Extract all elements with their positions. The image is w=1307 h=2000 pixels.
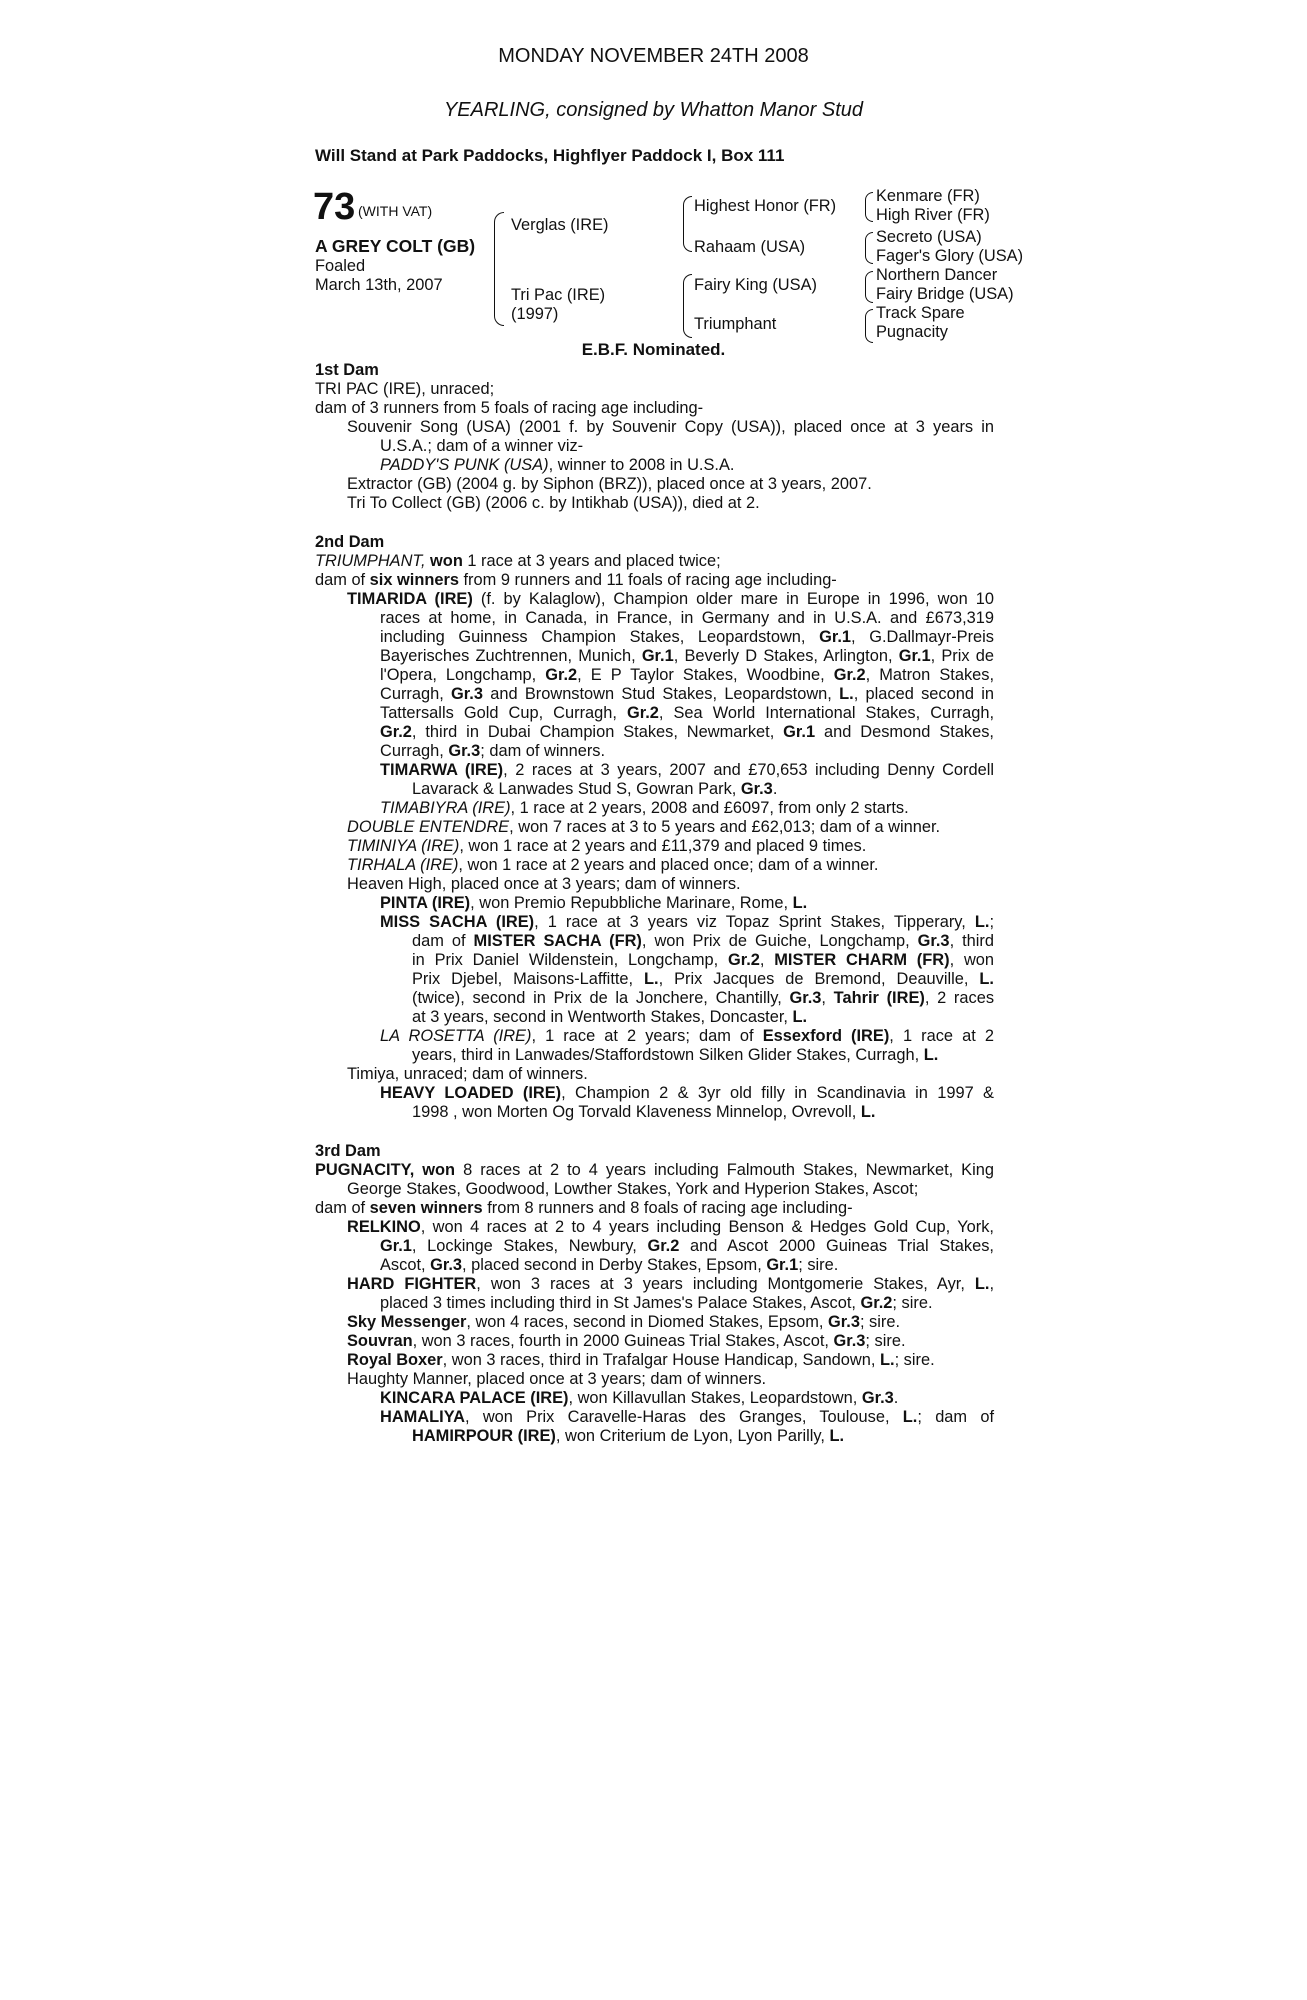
pedigree-gen3-1: Kenmare (FR) bbox=[876, 187, 980, 205]
pedigree-brace-main bbox=[494, 212, 504, 326]
first-dam-grandproduce: PADDY'S PUNK (USA), winner to 2008 in U.S.A. bbox=[380, 456, 735, 474]
pedigree-brace-g3 bbox=[865, 271, 873, 303]
pedigree-brace-sire bbox=[683, 196, 692, 252]
second-dam-grandproduce: PINTA (IRE), won Premio Repubbliche Marinare, Rome, L. bbox=[380, 894, 808, 912]
second-dam-produce: TIMINIYA (IRE), won 1 race at 2 years and £11,379 and placed 9 times. bbox=[347, 837, 867, 855]
third-dam-produce: placed 3 times including third in St James's Palace Stakes, Ascot, Gr.2; sire. bbox=[380, 1294, 933, 1312]
pedigree-brace-dam bbox=[683, 274, 692, 338]
third-dam-produce: RELKINO, won 4 races at 2 to 4 years including Benson & Hedges Gold Cup, York, bbox=[347, 1218, 994, 1236]
second-dam-produce: including Guinness Champion Stakes, Leopardstown, Gr.1, G.Dallmayr-Preis bbox=[380, 628, 995, 646]
pedigree-brace-g4 bbox=[865, 309, 873, 343]
pedigree-sire: Verglas (IRE) bbox=[511, 216, 609, 234]
first-dam-line: dam of 3 runners from 5 foals of racing age including- bbox=[315, 399, 704, 417]
second-dam-grandproduce: HEAVY LOADED (IRE), Champion 2 & 3yr old filly in Scandinavia in 1997 & bbox=[380, 1084, 994, 1102]
third-dam-grandproduce: HAMIRPOUR (IRE), won Criterium de Lyon, Lyon Parilly, L. bbox=[412, 1427, 845, 1445]
pedigree-gen3-6: Fairy Bridge (USA) bbox=[876, 285, 1014, 303]
pedigree-gen3-5: Northern Dancer bbox=[876, 266, 998, 284]
second-dam-grandproduce: LA ROSETTA (IRE), 1 race at 2 years; dam of Essexford (IRE), 1 race at 2 bbox=[380, 1027, 994, 1045]
pedigree-gen3-4: Fager's Glory (USA) bbox=[876, 247, 1024, 265]
third-dam-produce: Souvran, won 3 races, fourth in 2000 Guineas Trial Stakes, Ascot, Gr.3; sire. bbox=[347, 1332, 906, 1350]
pedigree-dam-dam: Triumphant bbox=[694, 315, 777, 333]
second-dam-grandproduce: in Prix Daniel Wildenstein, Longchamp, Gr.2, MISTER CHARM (FR), won bbox=[412, 951, 995, 969]
third-dam-produce: HARD FIGHTER, won 3 races at 3 years including Montgomerie Stakes, Ayr, L., bbox=[347, 1275, 995, 1293]
pedigree-sire-sire: Highest Honor (FR) bbox=[694, 197, 837, 215]
pedigree-sire-dam: Rahaam (USA) bbox=[694, 238, 806, 256]
ebf-nominated: E.B.F. Nominated. bbox=[581, 340, 726, 359]
second-dam-produce: Heaven High, placed once at 3 years; dam of winners. bbox=[347, 875, 741, 893]
lot-description: A GREY COLT (GB) bbox=[315, 236, 476, 256]
third-dam-grandproduce: KINCARA PALACE (IRE), won Killavullan Stakes, Leopardstown, Gr.3. bbox=[380, 1389, 899, 1407]
first-dam-produce: U.S.A.; dam of a winner viz- bbox=[380, 437, 584, 455]
third-dam-line: PUGNACITY, won 8 races at 2 to 4 years including Falmouth Stakes, Newmarket, King bbox=[315, 1161, 994, 1179]
second-dam-grandproduce: Lavarack & Lanwades Stud S, Gowran Park, Gr.3. bbox=[412, 780, 778, 798]
second-dam-produce: Curragh, Gr.3 and Brownstown Stud Stakes, Leopardstown, L., placed second in bbox=[380, 685, 994, 703]
second-dam-grandproduce: TIMABIYRA (IRE), 1 race at 2 years, 2008 and £6097, from only 2 starts. bbox=[380, 799, 909, 817]
foaled-label: Foaled bbox=[315, 257, 366, 275]
third-dam-produce: Sky Messenger, won 4 races, second in Diomed Stakes, Epsom, Gr.3; sire. bbox=[347, 1313, 901, 1331]
second-dam-heading: 2nd Dam bbox=[315, 533, 385, 551]
pedigree-gen3-2: High River (FR) bbox=[876, 206, 990, 224]
pedigree-gen3-8: Pugnacity bbox=[876, 323, 948, 341]
third-dam-line: dam of seven winners from 8 runners and 8 foals of racing age including- bbox=[315, 1199, 853, 1217]
second-dam-produce: DOUBLE ENTENDRE, won 7 races at 3 to 5 years and £62,013; dam of a winner. bbox=[347, 818, 941, 836]
first-dam-produce: Extractor (GB) (2004 g. by Siphon (BRZ)), placed once at 3 years, 2007. bbox=[347, 475, 872, 493]
foaled-date: March 13th, 2007 bbox=[315, 276, 443, 294]
stand-location: Will Stand at Park Paddocks, Highflyer Paddock I, Box 111 bbox=[315, 146, 785, 165]
second-dam-produce: Gr.2, third in Dubai Champion Stakes, Newmarket, Gr.1 and Desmond Stakes, bbox=[380, 723, 994, 741]
pedigree-brace-g2 bbox=[865, 232, 873, 264]
second-dam-produce: Timiya, unraced; dam of winners. bbox=[347, 1065, 588, 1083]
first-dam-heading: 1st Dam bbox=[315, 361, 379, 379]
second-dam-line: dam of six winners from 9 runners and 11 foals of racing age including- bbox=[315, 571, 837, 589]
second-dam-grandproduce: Prix Djebel, Maisons-Laffitte, L., Prix Jacques de Bremond, Deauville, L. bbox=[412, 970, 994, 988]
first-dam-produce: Souvenir Song (USA) (2001 f. by Souvenir Copy (USA)), placed once at 3 years in bbox=[347, 418, 994, 436]
second-dam-produce: Curragh, Gr.3; dam of winners. bbox=[380, 742, 606, 760]
second-dam-grandproduce: at 3 years, second in Wentworth Stakes, Doncaster, L. bbox=[412, 1008, 808, 1026]
second-dam-grandproduce: (twice), second in Prix de la Jonchere, Chantilly, Gr.3, Tahrir (IRE), 2 races bbox=[412, 989, 995, 1007]
first-dam-produce: Tri To Collect (GB) (2006 c. by Intikhab (USA)), died at 2. bbox=[347, 494, 760, 512]
third-dam-produce: Haughty Manner, placed once at 3 years; dam of winners. bbox=[347, 1370, 767, 1388]
pedigree-gen3-3: Secreto (USA) bbox=[876, 228, 982, 246]
third-dam-produce: Royal Boxer, won 3 races, third in Trafalgar House Handicap, Sandown, L.; sire. bbox=[347, 1351, 935, 1369]
second-dam-grandproduce: years, third in Lanwades/Staffordstown Silken Glider Stakes, Curragh, L. bbox=[412, 1046, 939, 1064]
third-dam-produce: Gr.1, Lockinge Stakes, Newbury, Gr.2 and Ascot 2000 Guineas Trial Stakes, bbox=[380, 1237, 994, 1255]
third-dam-line: George Stakes, Goodwood, Lowther Stakes, York and Hyperion Stakes, Ascot; bbox=[347, 1180, 919, 1198]
lot-vat: (WITH VAT) bbox=[358, 203, 433, 219]
third-dam-heading: 3rd Dam bbox=[315, 1142, 381, 1160]
second-dam-grandproduce: 1998 , won Morten Og Torvald Klaveness Minnelop, Ovrevoll, L. bbox=[412, 1103, 876, 1121]
pedigree-brace-g1 bbox=[865, 192, 873, 222]
second-dam-grandproduce: TIMARWA (IRE), 2 races at 3 years, 2007 and £70,653 including Denny Cordell bbox=[380, 761, 995, 779]
pedigree-dam-year: (1997) bbox=[511, 305, 559, 323]
sale-date: MONDAY NOVEMBER 24TH 2008 bbox=[498, 45, 809, 67]
pedigree-gen3-7: Track Spare bbox=[876, 304, 965, 322]
consignor-line: YEARLING, consigned by Whatton Manor Stud bbox=[443, 99, 864, 121]
pedigree-dam: Tri Pac (IRE) bbox=[511, 286, 606, 304]
pedigree-dam-sire: Fairy King (USA) bbox=[694, 276, 817, 294]
third-dam-grandproduce: HAMALIYA, won Prix Caravelle-Haras des Granges, Toulouse, L.; dam of bbox=[380, 1408, 995, 1426]
second-dam-produce: Bayerisches Zuchtrennen, Munich, Gr.1, Beverly D Stakes, Arlington, Gr.1, Prix de bbox=[380, 647, 994, 665]
first-dam-line: TRI PAC (IRE), unraced; bbox=[315, 380, 495, 398]
second-dam-grandproduce: dam of MISTER SACHA (FR), won Prix de Guiche, Longchamp, Gr.3, third bbox=[412, 932, 994, 950]
lot-number: 73 bbox=[313, 186, 356, 228]
third-dam-produce: Ascot, Gr.3, placed second in Derby Stakes, Epsom, Gr.1; sire. bbox=[380, 1256, 839, 1274]
second-dam-produce: TIRHALA (IRE), won 1 race at 2 years and placed once; dam of a winner. bbox=[347, 856, 879, 874]
second-dam-grandproduce: MISS SACHA (IRE), 1 race at 3 years viz Topaz Sprint Stakes, Tipperary, L.; bbox=[380, 913, 995, 931]
second-dam-produce: l'Opera, Longchamp, Gr.2, E P Taylor Stakes, Woodbine, Gr.2, Matron Stakes, bbox=[380, 666, 994, 684]
second-dam-produce: races at home, in Canada, in France, in Germany and in U.S.A. and £673,319 bbox=[380, 609, 994, 627]
second-dam-produce: Tattersalls Gold Cup, Curragh, Gr.2, Sea World International Stakes, Curragh, bbox=[380, 704, 994, 722]
second-dam-produce: TIMARIDA (IRE) (f. by Kalaglow), Champion older mare in Europe in 1996, won 10 bbox=[347, 590, 995, 608]
second-dam-line: TRIUMPHANT, won 1 race at 3 years and placed twice; bbox=[315, 552, 721, 570]
